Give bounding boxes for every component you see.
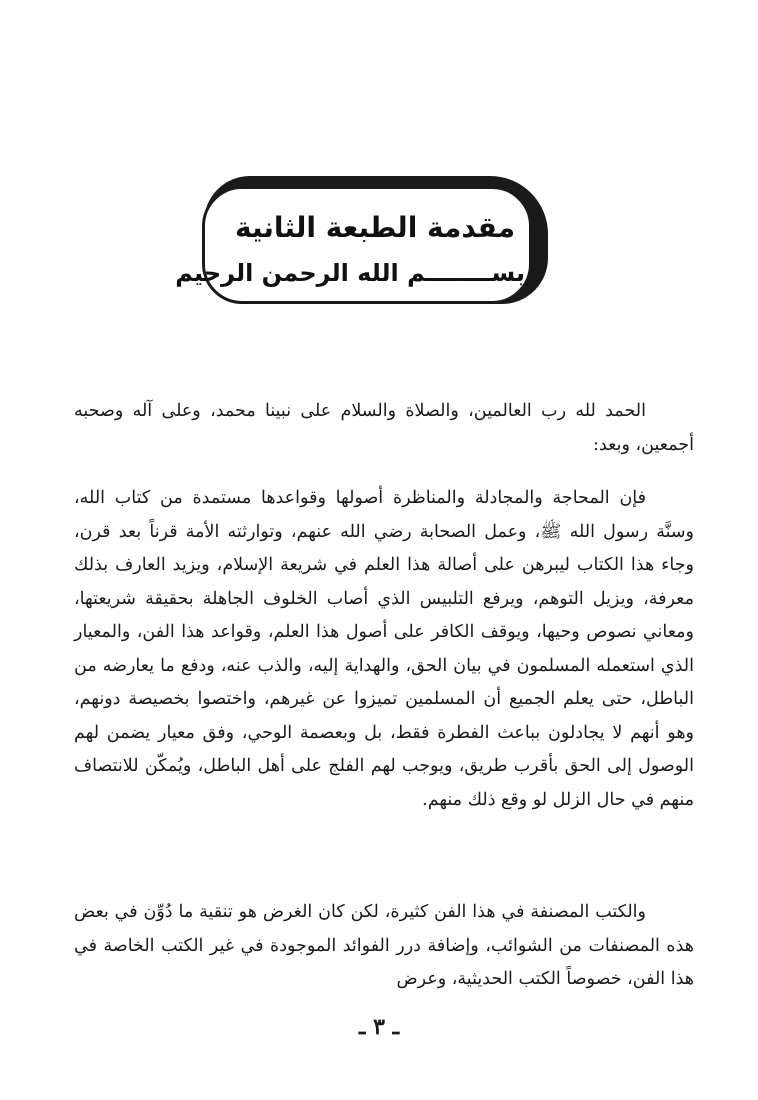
title-frame-inner — [175, 186, 532, 304]
paragraph-opening: الحمد لله رب العالمين، والصلاة والسلام على نبينا محمد، وعلى آله وصحبه أجمعين، وبعد: — [74, 401, 694, 455]
section-title: مقدمة الطبعة الثانية — [234, 211, 516, 244]
basmala: بســــــــم الله الرحمن الرحيم — [175, 259, 525, 287]
body-section-2 — [74, 482, 694, 817]
title-frame — [175, 176, 552, 316]
paragraph-books: والكتب المصنفة في هذا الفن كثيرة، لكن كان الغرض هو تنقية ما دُوِّن في بعض هذه المصنفات من الشوائب، وإضافة درر الفوائد الموجودة في غير الكتب الخاصة في هذا الفن، خصوصاً الكتب الحديثية، وعرض — [74, 902, 694, 989]
body-section-3 — [74, 896, 694, 997]
page-number: ـ ٣ ـ — [358, 1014, 400, 1040]
body-section-1 — [74, 395, 694, 462]
paragraph-main: فإن المحاجة والمجادلة والمناظرة أصولها وقواعدها مستمدة من كتاب الله، وسنَّة رسول الله ﷺ، وعمل الصحابة رضي الله عنهم، وتوارثته الأمة قرناً بعد قرن، وجاء هذا الكتاب ليبرهن على أصالة هذا العلم في شريعة الإسلام، ويزيد العارف بذلك معرفة، ويزيل التوهم، ويرفع التلبيس الذي أصاب الخلوف الجاهلة بحقيقة شريعتها، ومعاني نصوص وحيها، ويوقف الكافر على أصول هذا العلم، وقواعد هذا الفن، والمعيار الذي استعمله المسلمون في بيان الحق، والهداية إليه، والذب عنه، ودفع ما يعارضه من الباطل، حتى يعلم الجميع أن المسلمين تميزوا عن غيرهم، واختصوا بخصيصة دونهم، وهو أنهم لا يجادلون بباعث الفطرة فقط، بل وبعصمة الوحي، وفق معيار يضمن لهم الوصول إلى الحق بأقرب طريق، ويوجب لهم الفلج على أهل الباطل، ويُمكّن للانتصاف منهم في حال الزلل لو وقع ذلك منهم. — [74, 488, 694, 810]
